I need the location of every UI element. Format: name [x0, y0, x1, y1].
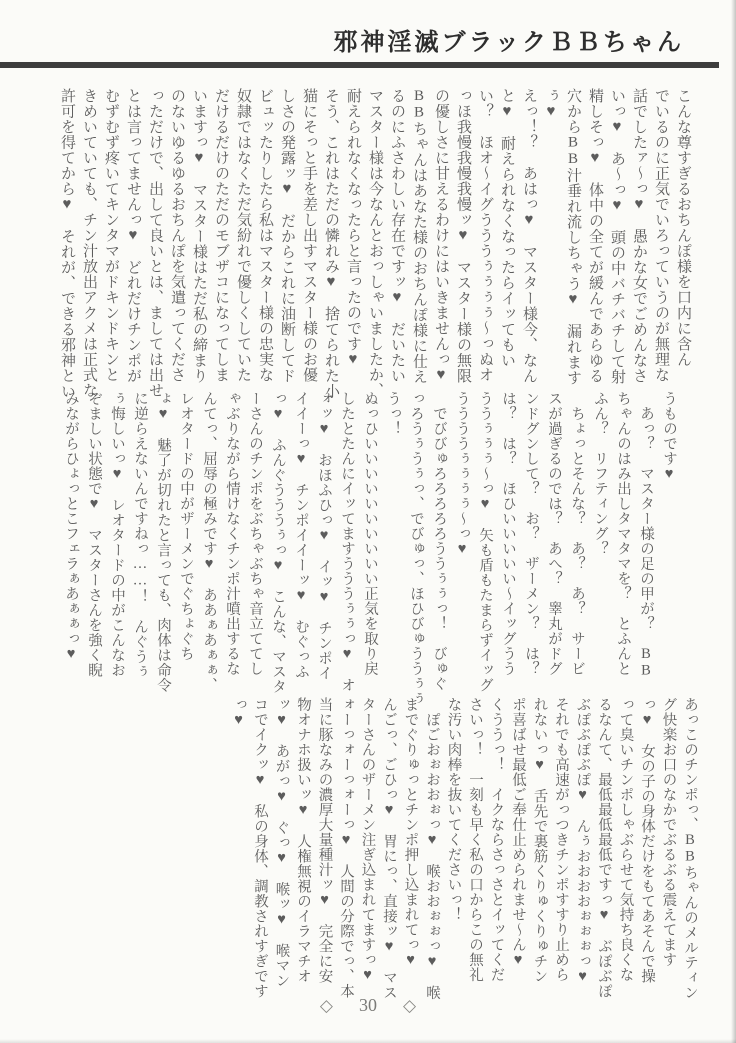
text-column: えっ！？ あはっ♥ マスター様今、なん — [521, 88, 537, 384]
text-column: むずむず疼いてキンタマがドキンドキンと — [103, 88, 119, 383]
text-column: でびびゅろろろろろううぅぅっ！ びゅぐ — [431, 391, 447, 691]
text-column: 物オナホ扱いッ♥ 人権無視のイラマチオ — [295, 697, 311, 984]
text-column: ょ♥ 魅了が切れたと言っても、肉体は命令 — [155, 391, 171, 693]
text-column: んごっ、ごひっ♥ 胃にっ、直接ッ♥ マス — [381, 697, 397, 1000]
text-column: くううっ！ イクならさっさとイッてくだ — [488, 697, 505, 982]
text-column: 話でしたァ〜っ♥ 愚かな女でごめんなさ — [631, 88, 647, 384]
text-column: でいるのに正気でいろっていうのが無理な — [653, 88, 669, 383]
text-column: っ♥ — [230, 697, 247, 729]
text-column: ォッ♥ おほふひっ♥ イッ♥ チンポイ — [316, 391, 332, 681]
text-column: ううぅぅぅ〜っ♥ 矢も盾もたまらずイッグ — [477, 391, 493, 693]
text-column: とは言ってませんっ♥ どれだけチンポが — [125, 88, 141, 384]
text-column: うものです♥ — [661, 391, 677, 483]
text-column: ぶぽぶぽぶぽ♥ んぅおおおおぉぉぉっ♥ — [574, 697, 591, 985]
text-column: いっ♥ あ〜っ♥ 頭の中バチバチして射 — [609, 88, 625, 385]
text-column: っ♥ ふんぐうううぅっ♥ こんな、マスタ — [270, 391, 286, 694]
text-column: んてっ、屈辱の極みです♥ ああぁあぁぁ、 — [201, 391, 217, 693]
text-column: スが過ぎるのでは？ あへ？ 睾丸がドグ — [546, 391, 562, 676]
text-column: な汚い肉棒を抜いてくださいっ！ — [445, 697, 462, 922]
text-block-1 — [56, 88, 694, 399]
text-column: いますっ♥ マスター様はただ私の締まり — [191, 88, 207, 384]
text-column: の優しさに甘えるわけにはいきませんっ♥ — [433, 88, 449, 384]
text-column: ぞましい状態で♥ マスターさんを強く睨 — [86, 391, 102, 678]
text-column: 耐えられなくなったらと言ったのです♥ — [345, 88, 361, 368]
text-column: 猫にそっと手を差し出すマスター様のお優 — [301, 88, 317, 383]
text-column: したとたんにイッてますうううぅぅっ♥ オ — [339, 391, 355, 693]
text-column: って臭いチンポしゃぶらせて気持ち良くな — [617, 697, 634, 982]
text-column: ゃぶりながら情けなくチンポ汁噴出するな — [224, 391, 240, 676]
text-column: 穴からBB汁垂れ流しちゃう♥ 漏れます — [565, 88, 581, 386]
text-column: っろうぅうぅっ、でびゅっ、ほひびゅううぅぅ — [408, 391, 424, 706]
text-column: っほ我慢我慢我慢ッ♥ マスター様の無限 — [455, 88, 471, 384]
text-column: コでイクッ♥ 私の身体、調教されすぎです — [252, 697, 268, 999]
text-column: ううううぅぅぅぅ〜っ♥ — [454, 391, 470, 558]
text-column: るなんて、最低最低最低ですっ♥ ぶぽぶぽ — [596, 697, 612, 999]
text-column: は？ は？ ほひいいいいい〜イッグうう — [500, 391, 516, 676]
text-column: れないっ♥ 舌先で裏筋くりゅくりゅチン — [531, 697, 548, 984]
diamond-icon: ◇ — [403, 995, 417, 1015]
text-column: みながらひょっとこフェラぁあぁぁっ♥ — [63, 391, 79, 663]
text-column: そう、これはただの憐れみ♥ 捨てられた小 — [323, 88, 339, 399]
text-column: ふん？ リフティング？ — [592, 391, 608, 556]
text-column: ぽごおぉおおぉっ♥ 喉おおぉぉっ♥ 喉 — [424, 697, 440, 1000]
text-column: グ快楽お口のなかでぶるぶる震えてます — [660, 697, 677, 967]
text-column: うっ！ — [385, 391, 401, 436]
text-column: ッ♥ あがっ♥ ぐっ♥ 喉ッ♥ 喉マン — [273, 697, 290, 988]
text-column: しさの発露ッ♥ だからこれに油断してド — [279, 88, 295, 384]
text-column: ちゃんのはみ出しタマタマを？ とふんと — [615, 391, 631, 676]
text-column: 許可を得てから♥ それが、できる邪神とい — [59, 88, 75, 399]
text-column: こんな尊すぎるおちんぽ様を口内に含ん — [675, 88, 691, 367]
page-footer — [0, 995, 736, 1016]
text-block-3 — [227, 697, 700, 1000]
text-column: あっ？ マスター様の足の甲が？ BB — [638, 391, 654, 679]
text-column: マスター様は今なんとおっしゃいましたか、 — [367, 88, 383, 398]
text-column: のないゆるゆるおちんぽを気遣ってくださ — [169, 88, 185, 383]
text-column: っ♥ 女の子の身体だけをもてあそんで操 — [639, 697, 655, 984]
text-column: きめいていても、チン汁放出アクメは正式な — [81, 88, 97, 398]
text-column: っただけで、出して良いとは、ましては出せ — [147, 88, 163, 398]
text-column: だけるだけのただのモブザコになってしま — [213, 88, 229, 383]
text-column: と♥ 耐えられなくなったらイッてもい — [499, 88, 515, 368]
text-column: さいっ！ 一刻も早く私の口からこの無礼 — [467, 697, 483, 982]
text-column: に逆らえないんですねっ……！ んぐうぅ — [132, 391, 148, 679]
text-block-2 — [59, 391, 680, 706]
text-column: るのにふさわしい存在ですッ♥ だいたい — [389, 88, 405, 384]
text-column: ちょっとそんな？ あ？ あ？ サービ — [569, 391, 585, 676]
text-column: までぐりゅっとチンポ押し込まれてっ♥ — [402, 697, 419, 969]
text-column: ぬっひいいいいいいいいいい正気を取り戻 — [362, 391, 378, 676]
text-column: 当に豚なみの濃厚大量種汁ッ♥ 完全に安 — [316, 697, 333, 984]
page-number: 30 — [359, 995, 377, 1015]
header-divider-rule — [0, 62, 719, 68]
text-column: ーさんのチンポをぶちゃぶちゃ音立ててし — [247, 391, 263, 676]
text-column: ぅ♥ — [543, 88, 559, 120]
text-column: あっこのチンポっ、BBちゃんのメルティン — [682, 697, 698, 1000]
text-column: それでも高速がっつきチンポすすり止めら — [553, 697, 569, 982]
text-column: ぅ悔しいっ♥ レオタードの中がこんなお — [109, 391, 125, 678]
text-column: ビュッたりしたら私はマスター様の忠実な — [257, 88, 273, 383]
text-column: ンドグンして？ お？ ザーメン？ は？ — [523, 391, 539, 676]
text-column: 精しそっ♥ 体中の全てが緩んであらゆる — [587, 88, 603, 384]
text-column: 奴隷ではなくただ気紛れで優しくしていた — [235, 88, 251, 383]
text-column: ターさんのザーメン注ぎ込まれてますっ♥ — [359, 697, 376, 984]
diamond-icon: ◇ — [319, 995, 333, 1015]
text-column: レオタードの中がザーメンでぐちょぐち — [178, 391, 194, 661]
text-column: BBちゃんはあなた様のおちんぽ様に仕え — [411, 88, 427, 385]
text-column: ォーっォーっォーっ♥ 人間の分際でっ、本 — [338, 697, 354, 999]
text-column: い？ ほオ〜イグうううぅぅぅぅ〜っぬオ — [477, 88, 493, 383]
text-column: ポ喜ばせ最低ご奉仕止められませ〜ん♥ — [510, 697, 526, 969]
page-title: 邪神淫滅ブラックＢＢちゃん — [333, 30, 684, 56]
text-column: イイーっ♥ チンポイイーッ♥ むぐっふ — [293, 391, 309, 679]
